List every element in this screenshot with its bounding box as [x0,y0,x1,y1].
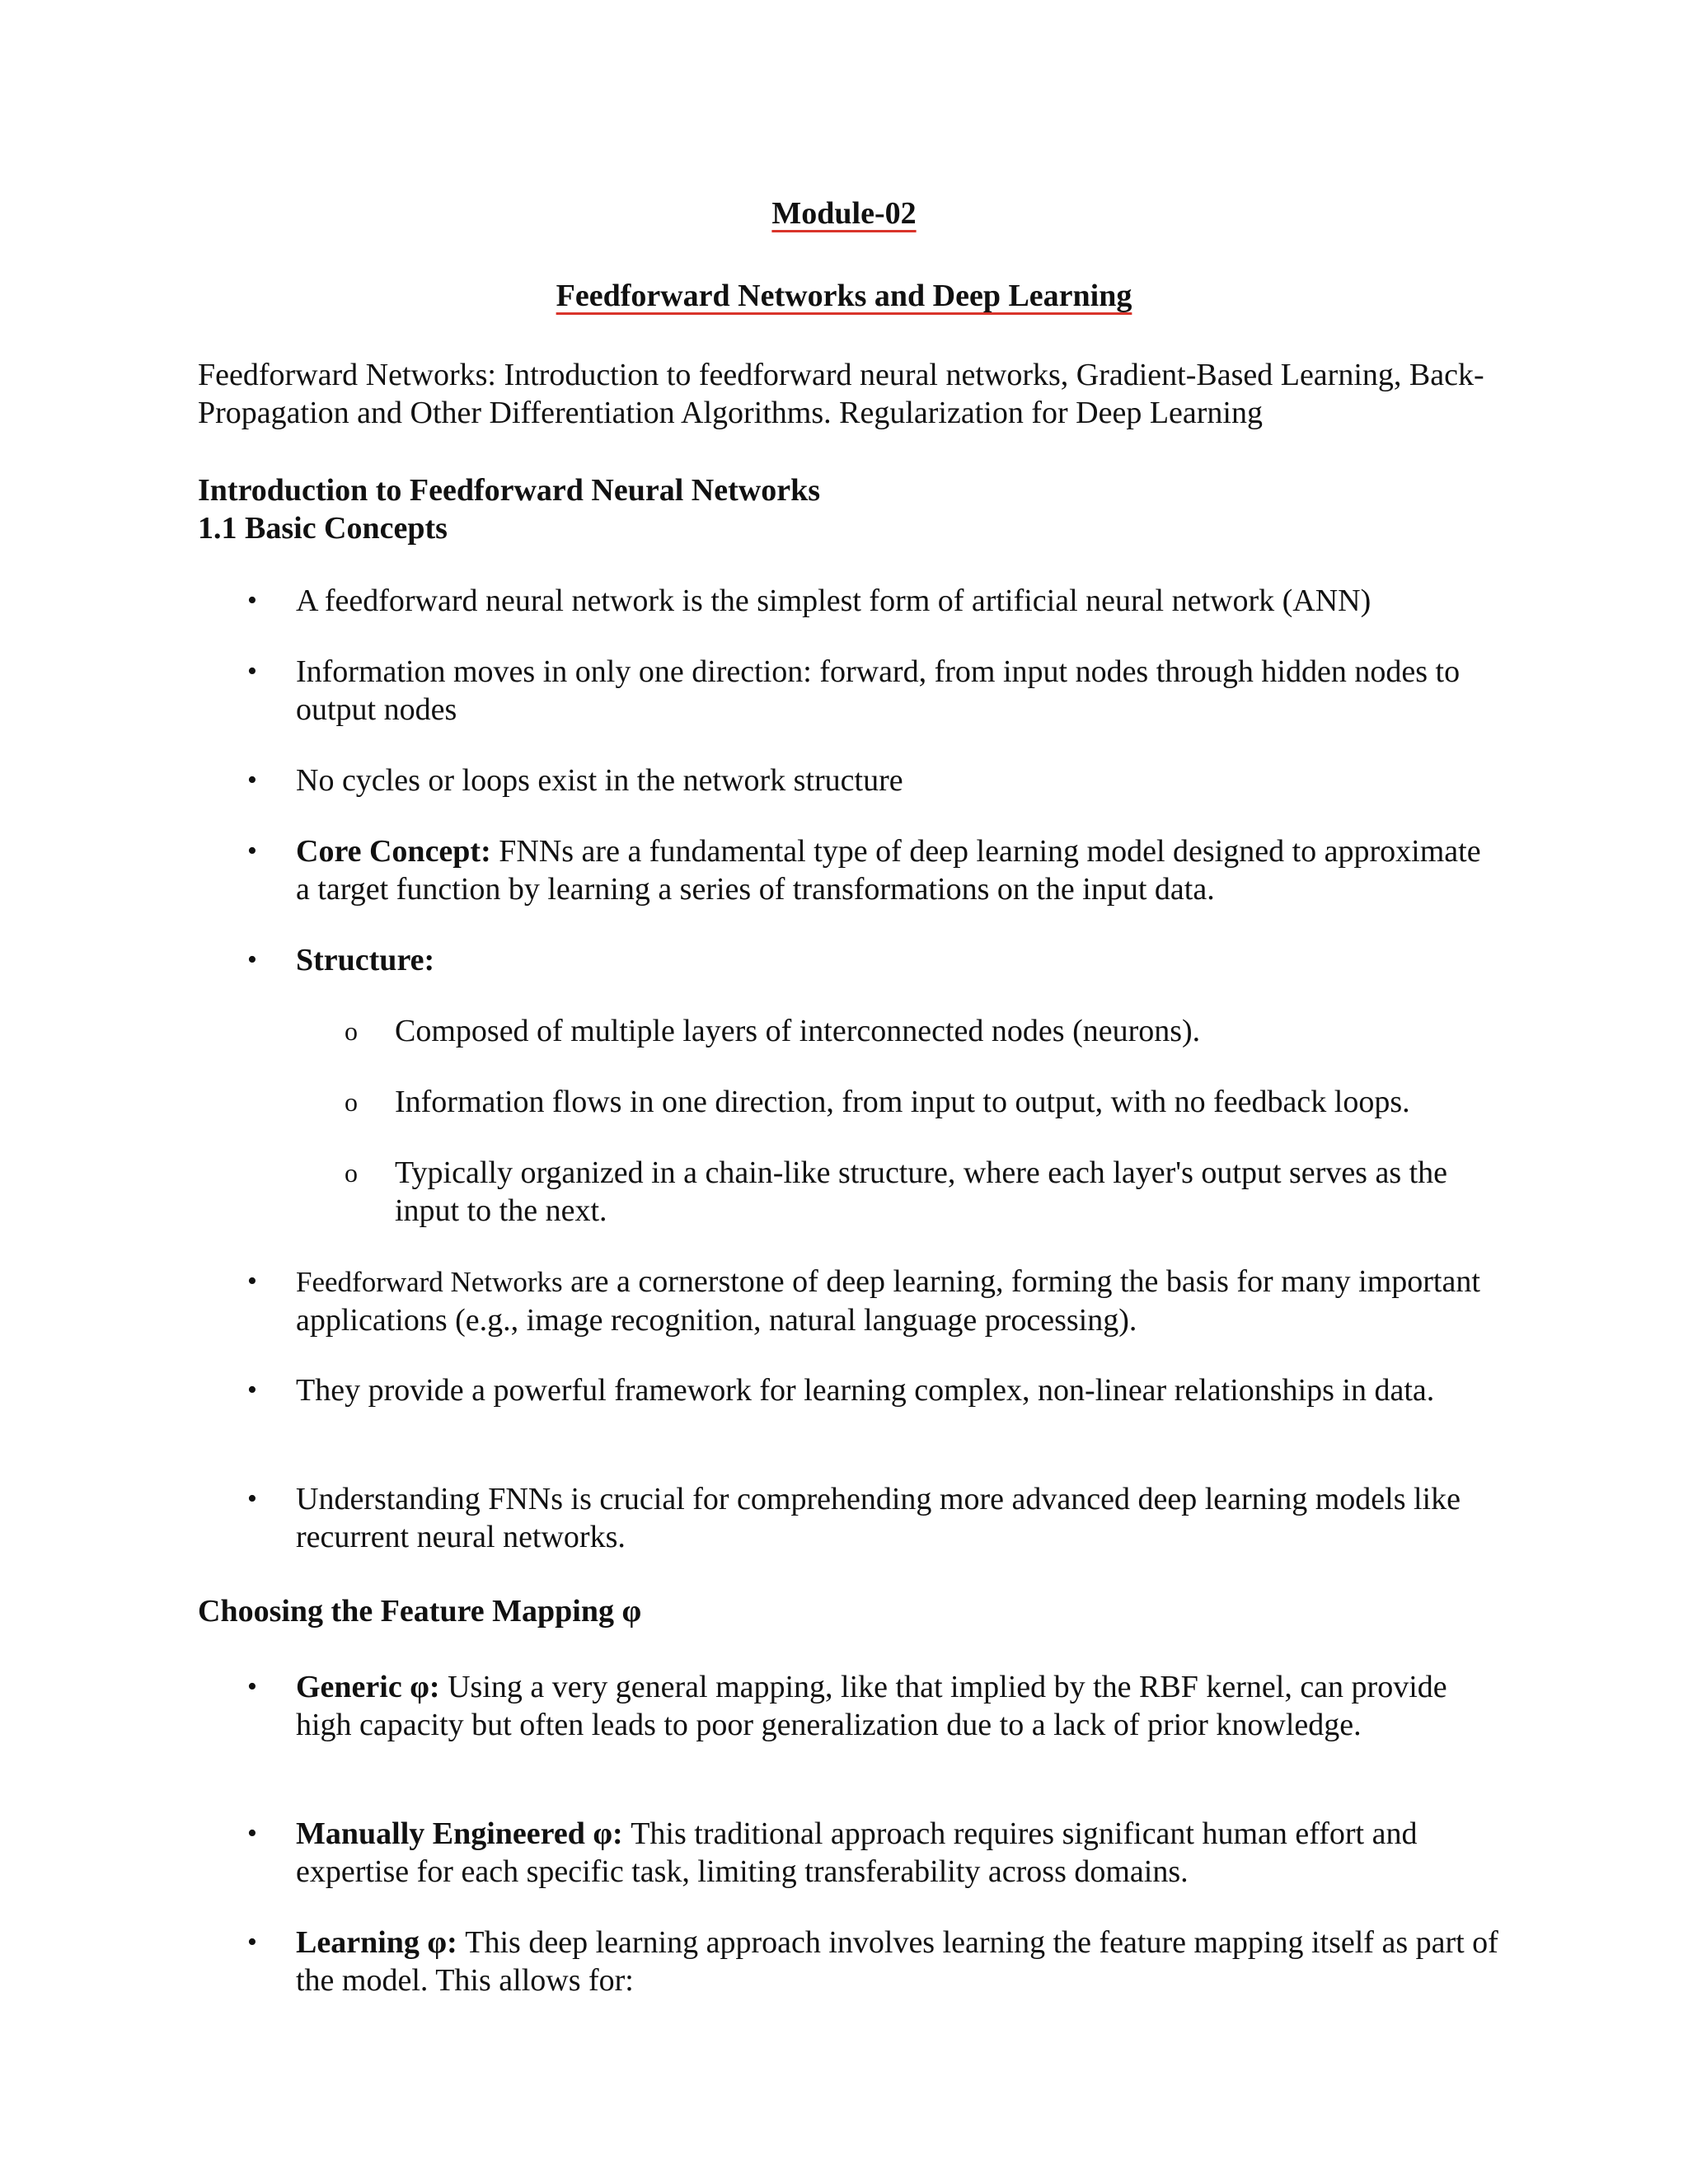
bullet-marker: • [247,765,257,795]
section-subheading: 1.1 Basic Concepts [198,511,448,546]
subject-title [0,274,1688,318]
list-item-text [296,941,1499,979]
section-heading: Introduction to Feedforward Neural Networks [198,473,820,508]
bullet-marker: • [247,585,257,616]
list-item-text: Understanding FNNs is crucial for comprehending more advanced deep learning models like recurrent neural networks. [296,1482,1461,1554]
sub-bullet-marker: o [345,1016,358,1046]
bullet-marker: • [247,1375,257,1405]
list-item-label: Learning φ: [296,1925,457,1960]
bullet-marker: • [247,1266,257,1296]
section-heading: Choosing the Feature Mapping φ [198,1594,642,1629]
list-item-text: Information moves in only one direction: forward, from input nodes through hidden nodes to output nodes [296,654,1461,727]
list-item-text [296,1815,1499,1891]
bullet-marker: • [247,656,257,687]
list-item-label: Core Concept: [296,834,491,869]
sub-list-item-text: Typically organized in a chain-like structure, where each layer's output serves as the input to the next. [395,1155,1448,1228]
list-item-text: They provide a powerful framework for learning complex, non-linear relationships in data. [296,1373,1435,1408]
list-item-body: Using a very general mapping, like that implied by the RBF kernel, can provide high capacity but often leads to poor generalization due to a lack of prior knowledge. [296,1670,1447,1742]
syllabus-paragraph: Feedforward Networks: Introduction to feedforward neural networks, Gradient-Based Learning, Back-Propagation and Other Differentiation Algorithms. Regularization for Deep Learning [198,358,1484,430]
list-item-text [296,1668,1499,1744]
bullet-marker: • [247,944,257,975]
list-item-text [296,832,1499,908]
sub-bullet-marker: o [345,1087,358,1117]
bullet-marker: • [247,1671,257,1702]
list-item-body: are a cornerstone of deep learning, forming the basis for many important applications (e.g., image recognition, natural language processing). [296,1264,1480,1338]
bullet-marker: • [247,1483,257,1514]
list-item-text [296,1924,1499,1999]
sub-list-item-text: Composed of multiple layers of interconnected nodes (neurons). [395,1014,1201,1048]
sub-list-item-text: Information flows in one direction, from input to output, with no feedback loops. [395,1085,1410,1119]
list-item-label: Manually Engineered φ: [296,1816,623,1851]
bullet-marker: • [247,1818,257,1849]
subject-title-text: Feedforward Networks and Deep Learning [556,279,1132,313]
module-title-text: Module-02 [771,196,917,231]
sub-bullet-marker: o [345,1158,358,1188]
bullet-marker: • [247,836,257,866]
bullet-marker: • [247,1927,257,1957]
list-item-text: A feedforward neural network is the simplest form of artificial neural network (ANN) [296,583,1372,618]
list-item-body: This traditional approach requires significant human effort and expertise for each specific task, limiting transferability across domains. [296,1816,1418,1889]
list-item-label: Structure: [296,943,435,977]
module-title [0,191,1688,236]
list-item-body: This deep learning approach involves learning the feature mapping itself as part of the model. This allows for: [296,1925,1498,1998]
list-item-body: FNNs are a fundamental type of deep learning model designed to approximate a target function by learning a series of transformations on the input data. [296,834,1481,907]
list-item-text [296,1263,1499,1339]
list-item-prefix: Feedforward Networks [296,1266,563,1298]
list-item-label: Generic φ: [296,1670,440,1704]
list-item-text: No cycles or loops exist in the network structure [296,763,903,798]
